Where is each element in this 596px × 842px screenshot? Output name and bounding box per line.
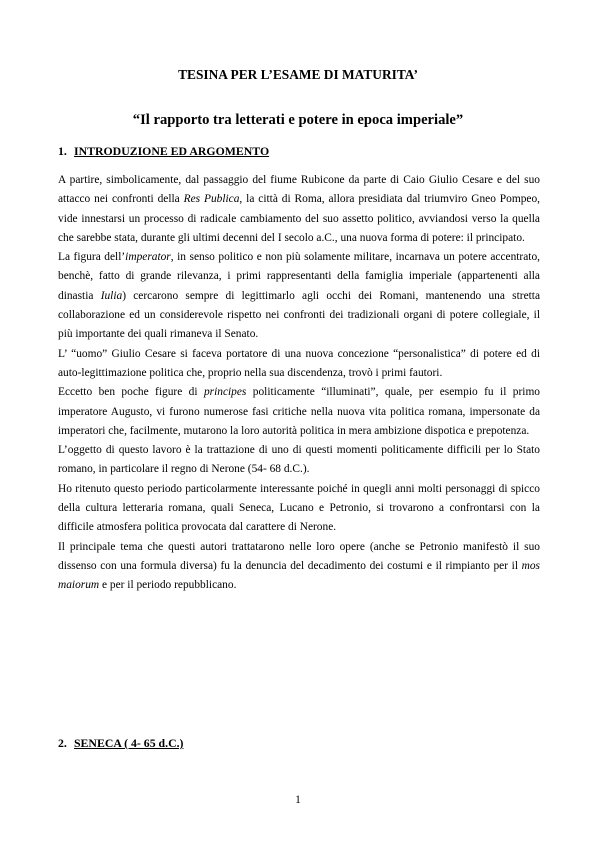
document-title: TESINA PER L’ESAME DI MATURITA’ (178, 67, 418, 82)
paragraph (58, 538, 540, 596)
italic-term: mos maiorum (58, 559, 540, 592)
section-number: 1. (58, 144, 67, 158)
body-text (58, 171, 540, 596)
italic-term: Res Publica (183, 193, 240, 206)
paragraph (58, 441, 540, 480)
text-run: , in senso politico e non più solamente militare, incarnava un potere accentrato, benchè, fatto di grande rilevanza, i primi rappresentanti della famiglia imperiale (appartenenti alla dinastia (58, 251, 540, 302)
text-run: A partire, simbolicamente, dal passaggio del fiume Rubicone da parte di Caio Giulio Cesare e del suo attacco nei confronti della (58, 174, 540, 206)
text-run: L’oggetto di questo lavoro è la trattazione di uno di questi momenti politicamente difficili per lo Stato romano, in particolare il regno di Nerone (54- 68 d.C.). (58, 444, 540, 476)
italic-term: principes (203, 386, 247, 399)
page-number: 1 (295, 794, 301, 806)
text-run: , la città di Roma, allora presidiata dal triumviro Gneo Pompeo, vide innestarsi un processo di radicale cambiamento del suo assetto politico, avviandosi verso la quella che sarebbe stata, durante gli ultimi decenni del I secolo a.C., una nuova forma di potere: il principato. (58, 193, 540, 244)
text-run: Il principale tema che questi autori trattatarono nelle loro opere (anche se Petronio manifestò il suo dissenso con una formula diversa) fu la denuncia del decadimento dei costumi e il rimpianto per il (58, 540, 540, 572)
italic-term: Iulia (100, 289, 123, 302)
section-number: 2. (58, 736, 67, 750)
text-run: politicamente “illuminati”, quale, per esempio fu il primo imperatore Augusto, vi furono numerose fasi critiche nella nuova vita politica romana, impersonate da imperatori che, facilmente, mutarono la loro autorità politica in mera ambizione dispotica e prepotenza. (58, 386, 540, 437)
italic-term: imperator (125, 251, 171, 264)
section-title: SENECA ( 4- 65 d.C.) (74, 736, 184, 750)
text-run: Eccetto ben poche figure di (58, 386, 204, 399)
text-run: L’ “uomo” Giulio Cesare si faceva portatore di una nuova concezione “personalistica” di potere ed di auto-legittimazione politica che, proprio nella sua discendenza, trovò i primi fautori. (58, 347, 540, 379)
section-heading-introduzione (58, 144, 269, 159)
text-run: Ho ritenuto questo periodo particolarmente interessante poiché in quegli anni molti personaggi di spicco della cultura letteraria romana, quali Seneca, Lucano e Petronio, si trovarono a confrontarsi con la difficile atmosfera politica provocata dal carattere di Nerone. (58, 482, 540, 534)
text-run: e per il periodo repubblicano. (99, 579, 237, 592)
section-heading-seneca (58, 736, 183, 751)
paragraph (58, 345, 540, 384)
section-title: INTRODUZIONE ED ARGOMENTO (74, 144, 270, 158)
paragraph (58, 383, 540, 441)
text-run: ) cercarono sempre di legittimarlo agli occhi dei Romani, mantenendo una stretta collaborazione ed un considerevole rispetto nei confronti dei tradizionali organi di potere collegiale, il più importante dei quali rimaneva il Senato. (58, 289, 541, 341)
document-subtitle: “Il rapporto tra letterati e potere in epoca imperiale” (132, 112, 464, 128)
paragraph (58, 480, 540, 538)
paragraph (58, 171, 540, 248)
paragraph (58, 248, 540, 344)
text-run: La figura dell’ (58, 251, 126, 264)
